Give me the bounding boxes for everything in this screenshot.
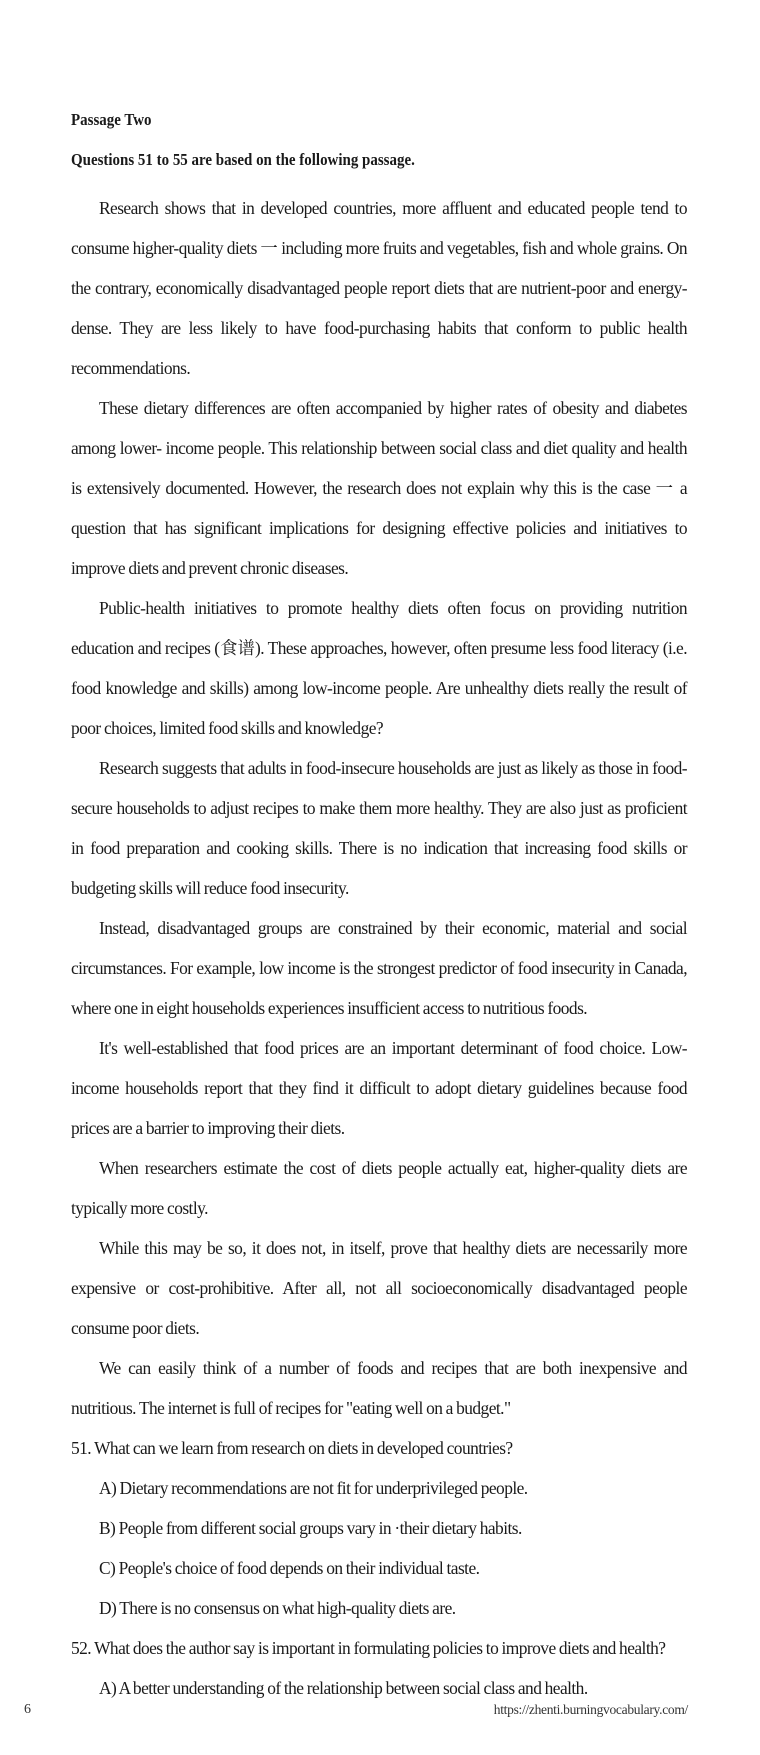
- question-52: [71, 1628, 687, 1708]
- question-51-stem: 51. What can we learn from research on diets in developed countries?: [71, 1438, 513, 1458]
- paragraph-1: Research shows that in developed countries, more affluent and educated people tend to consume higher-quality diets 一 including more fruits and vegetables, fish and whole grains. On the contrary, economically disadvantaged people report diets that are nutrient-poor and energy-dense. They are less likely to have food-purchasing habits that conform to public health recommendations.: [71, 198, 687, 378]
- question-51-option-d: D) There is no consensus on what high-quality diets are.: [99, 1598, 456, 1618]
- footer-url: https://zhenti.burningvocabulary.com/: [493, 1702, 688, 1717]
- question-51-option-a: A) Dietary recommendations are not fit for underprivileged people.: [99, 1478, 528, 1498]
- paragraph-3: Public-health initiatives to promote healthy diets often focus on providing nutrition education and recipes (食谱). These approaches, however, often presume less food literacy (i.e. food knowledge and skills) among low-income people. Are unhealthy diets really the result of poor choices, limited food skills and knowledge?: [71, 598, 687, 738]
- passage-content: [71, 108, 687, 1708]
- question-52-stem: 52. What does the author say is important in formulating policies to improve diets and health?: [71, 1638, 666, 1658]
- passage-title: Passage Two: [71, 110, 152, 129]
- question-52-option-a: A) A better understanding of the relationship between social class and health.: [99, 1678, 588, 1698]
- paragraph-6: It's well-established that food prices are an important determinant of food choice. Low-income households report that they find it difficult to adopt dietary guidelines because food prices are a barrier to improving their diets.: [71, 1038, 687, 1138]
- paragraph-9: We can easily think of a number of foods and recipes that are both inexpensive and nutritious. The internet is full of recipes for "eating well on a budget.": [71, 1358, 687, 1418]
- paragraph-5: Instead, disadvantaged groups are constrained by their economic, material and social circumstances. For example, low income is the strongest predictor of food insecurity in Canada, where one in eight households experiences insufficient access to nutritious foods.: [71, 918, 687, 1018]
- paragraph-7: When researchers estimate the cost of diets people actually eat, higher-quality diets are typically more costly.: [71, 1158, 687, 1218]
- question-51-option-c: C) People's choice of food depends on their individual taste.: [99, 1558, 480, 1578]
- passage-instructions: Questions 51 to 55 are based on the following passage.: [71, 150, 415, 169]
- page-number: 6: [24, 1702, 31, 1717]
- paragraph-4: Research suggests that adults in food-insecure households are just as likely as those in food-secure households to adjust recipes to make them more healthy. They are also just as proficient in food preparation and cooking skills. There is no indication that increasing food skills or budgeting skills will reduce food insecurity.: [71, 758, 687, 898]
- paragraph-8: While this may be so, it does not, in itself, prove that healthy diets are necessarily more expensive or cost-prohibitive. After all, not all socioeconomically disadvantaged people consume poor diets.: [71, 1238, 687, 1338]
- paragraph-2: These dietary differences are often accompanied by higher rates of obesity and diabetes among lower- income people. This relationship between social class and diet quality and health is extensively documented. However, the research does not explain why this is the case 一 a question that has significant implications for designing effective policies and initiatives to improve diets and prevent chronic diseases.: [71, 398, 687, 578]
- question-51-option-b: B) People from different social groups vary in ·their dietary habits.: [99, 1518, 522, 1538]
- question-51: [71, 1428, 687, 1628]
